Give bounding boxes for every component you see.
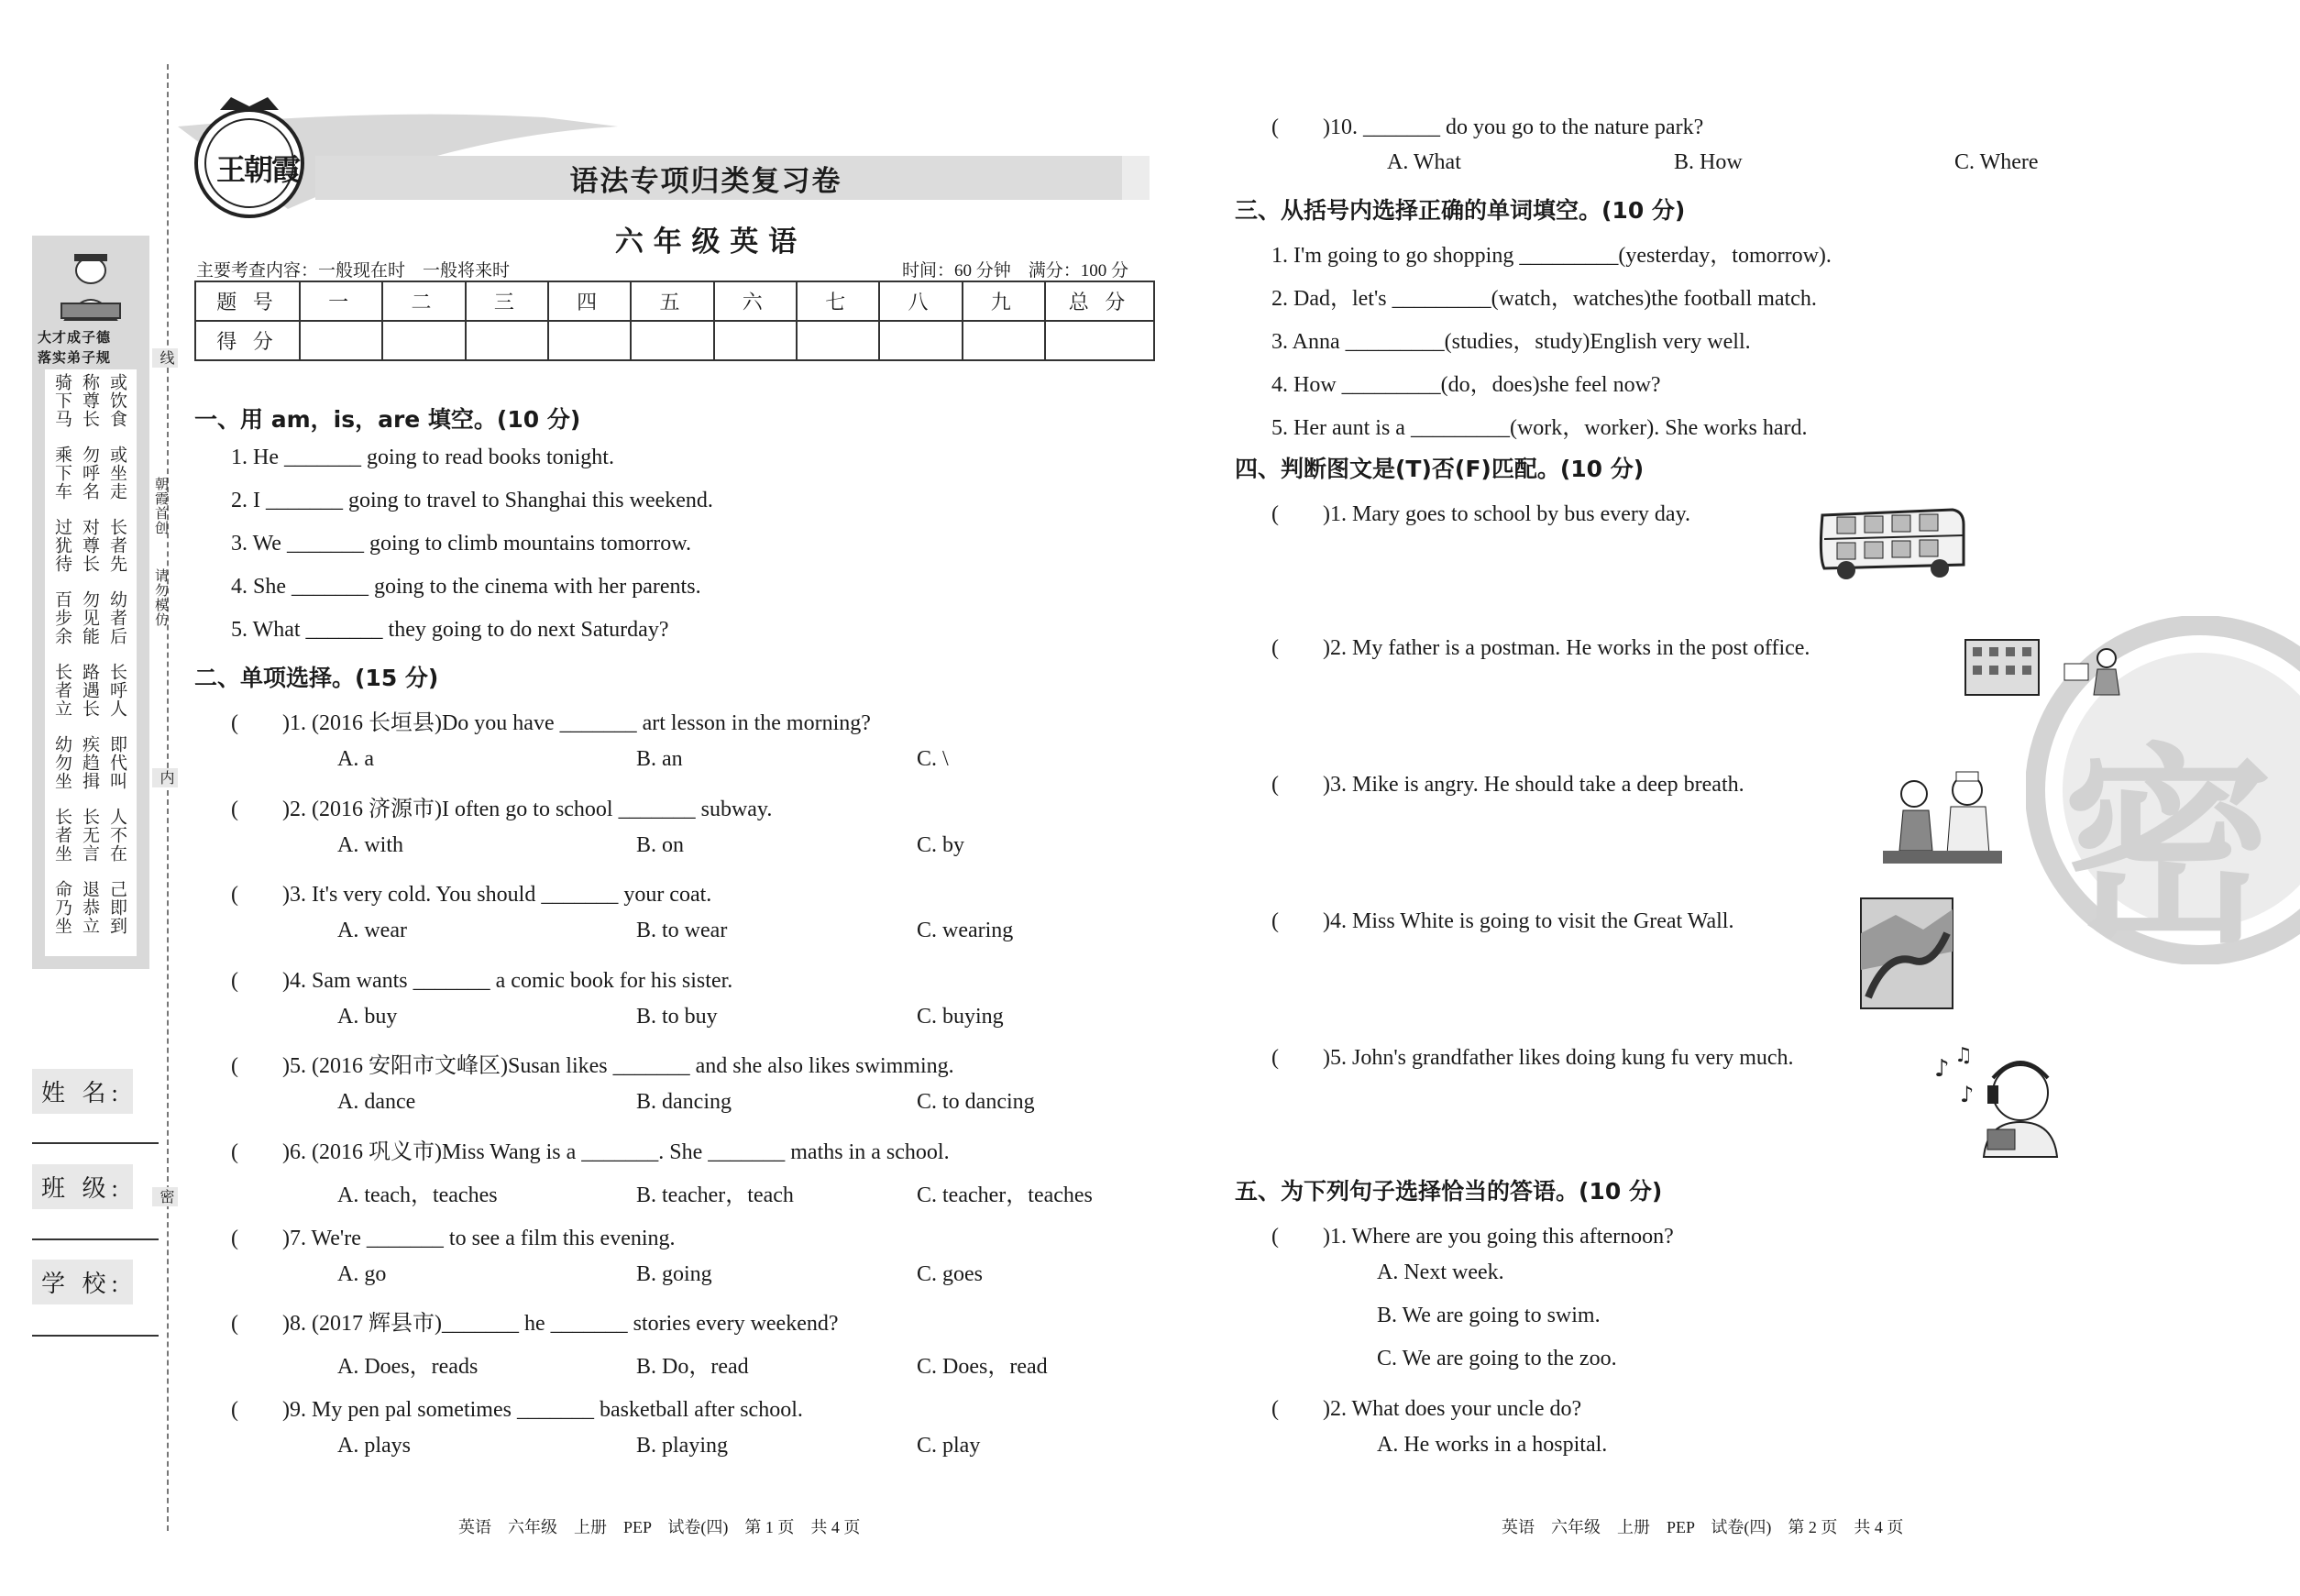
s4-item-3[interactable]: ( )3. Mike is angry. He should take a deep breath. <box>1271 773 1744 797</box>
s1-item-3[interactable]: 3. We _______ going to climb mountains tomorrow. <box>231 532 692 556</box>
score-input[interactable] <box>631 321 713 360</box>
s2-option-c[interactable]: C. \ <box>917 747 949 771</box>
s3-item-4[interactable]: 4. How _________(do，does)she feel now? <box>1271 373 1661 397</box>
rule-text: 乘下车 <box>52 446 72 501</box>
rule-text: 勿见能 <box>80 590 99 645</box>
s2-option-b[interactable]: B. on <box>636 833 685 857</box>
rule-text: 退恭立 <box>80 880 99 935</box>
rule-text: 长呼人 <box>107 663 127 718</box>
banner-title: 语法专项归类复习卷 <box>569 165 842 198</box>
class-line[interactable] <box>32 1238 159 1240</box>
rule-text: 路遇长 <box>80 663 99 718</box>
section1-title: 一、用 am，is，are 填空。(10 分) <box>194 406 581 433</box>
rule-text: 称尊长 <box>80 373 99 428</box>
s2-question-8[interactable]: ( )8. (2017 辉县市)_______ he _______ stories every weekend? <box>231 1312 839 1336</box>
rule-text: 过犹待 <box>52 518 72 573</box>
score-input[interactable] <box>797 321 879 360</box>
s5-q1-option-b[interactable]: B. We are going to swim. <box>1377 1304 1601 1327</box>
post-office-icon <box>1962 631 2131 699</box>
binding-dashed-line <box>167 64 169 1531</box>
svg-text:♫: ♫ <box>1954 1044 1973 1067</box>
rule-text: 长无言 <box>80 808 99 863</box>
s2-option-c[interactable]: C. to dancing <box>917 1090 1035 1114</box>
s2-question-9[interactable]: ( )9. My pen pal sometimes _______ basketball after school. <box>231 1398 803 1422</box>
s2-question-7[interactable]: ( )7. We're _______ to see a film this evening. <box>231 1227 676 1250</box>
score-input[interactable] <box>548 321 631 360</box>
s2-option-b[interactable]: B. to wear <box>636 919 728 942</box>
name-line[interactable] <box>32 1142 159 1144</box>
s5-q1[interactable]: ( )1. Where are you going this afternoon? <box>1271 1225 1674 1249</box>
rule-text: 己即到 <box>107 880 127 935</box>
s2-option-a[interactable]: A. with <box>337 833 403 857</box>
time-score: 时间：60 分钟 满分：100 分 <box>902 261 1129 281</box>
s2-option-a[interactable]: A. wear <box>337 919 407 942</box>
score-input[interactable] <box>963 321 1045 360</box>
rule-text: 即代叫 <box>107 735 127 790</box>
s2-option-a[interactable]: A. go <box>337 1262 387 1286</box>
brand-logo-text: 王朝霞 <box>216 153 300 186</box>
panel-caption-1: 大才成子德 <box>38 329 112 346</box>
music-listener-icon <box>1929 1041 2085 1161</box>
q10-option-b[interactable]: B. How <box>1674 150 1743 174</box>
s2-option-a[interactable]: A. dance <box>337 1090 416 1114</box>
s1-item-5[interactable]: 5. What _______ they going to do next Saturday? <box>231 618 669 642</box>
s2-question-6[interactable]: ( )6. (2016 巩义市)Miss Wang is a _______. She _______ maths in a school. <box>231 1140 950 1164</box>
s2-option-b[interactable]: B. playing <box>636 1434 728 1458</box>
score-value-row <box>195 321 1154 360</box>
seal-mark-2: 内 <box>152 768 178 787</box>
score-input[interactable] <box>879 321 962 360</box>
rule-text: 长者先 <box>107 518 127 573</box>
rule-text: 幼者后 <box>107 590 127 645</box>
s2-option-a[interactable]: A. Does，reads <box>337 1355 479 1379</box>
score-cell: 得 分 <box>195 321 300 360</box>
s2-option-b[interactable]: B. teacher，teach <box>636 1183 794 1207</box>
s4-item-4[interactable]: ( )4. Miss White is going to visit the Great Wall. <box>1271 909 1734 933</box>
s2-option-a[interactable]: A. a <box>337 747 374 771</box>
rule-text: 骑下马 <box>52 373 72 428</box>
score-input[interactable] <box>466 321 548 360</box>
s3-item-1[interactable]: 1. I'm going to go shopping _________(yesterday，tomorrow). <box>1271 244 1832 268</box>
q10-stem[interactable]: ( )10. _______ do you go to the nature park? <box>1271 116 1704 139</box>
s2-option-a[interactable]: A. teach，teaches <box>337 1183 498 1207</box>
rule-text: 对尊长 <box>80 518 99 573</box>
score-header-row <box>195 281 1154 321</box>
rule-text: 勿呼名 <box>80 446 99 501</box>
exam-content: 主要考查内容：一般现在时 一般将来时 <box>196 261 511 281</box>
score-cell: 三 <box>466 281 548 321</box>
rule-text: 或饮食 <box>107 373 127 428</box>
score-cell: 二 <box>382 281 465 321</box>
s5-q1-option-c[interactable]: C. We are going to the zoo. <box>1377 1347 1617 1370</box>
s2-option-b[interactable]: B. an <box>636 747 683 771</box>
rule-text: 或坐走 <box>107 446 127 501</box>
score-cell: 总 分 <box>1045 281 1154 321</box>
subject-title: 六 年 级 英 语 <box>614 226 798 259</box>
bus-icon <box>1815 502 1971 585</box>
s4-item-2[interactable]: ( )2. My father is a postman. He works in the post office. <box>1271 636 1810 660</box>
svg-text:♪: ♪ <box>1960 1082 1975 1107</box>
s3-item-2[interactable]: 2. Dad，let's _________(watch，watches)the football match. <box>1271 287 1817 311</box>
score-cell: 四 <box>548 281 631 321</box>
s5-q1-option-a[interactable]: A. Next week. <box>1377 1260 1504 1284</box>
s1-item-4[interactable]: 4. She _______ going to the cinema with her parents. <box>231 575 701 599</box>
score-cell: 九 <box>963 281 1045 321</box>
scholar-illustration <box>49 245 133 327</box>
s3-item-5[interactable]: 5. Her aunt is a _________(work，worker). She works hard. <box>1271 416 1808 440</box>
s4-item-1[interactable]: ( )1. Mary goes to school by bus every day. <box>1271 502 1691 526</box>
q10-option-a[interactable]: A. What <box>1387 150 1461 174</box>
s2-option-c[interactable]: C. goes <box>917 1262 983 1286</box>
class-label: 班 级: <box>32 1164 133 1209</box>
q10-option-c[interactable]: C. Where <box>1954 150 2039 174</box>
s2-option-c[interactable]: C. play <box>917 1434 981 1458</box>
section5-title: 五、为下列句子选择恰当的答语。(10 分) <box>1235 1178 1663 1205</box>
vertical-note-2: 请勿模仿 <box>153 568 168 627</box>
score-input[interactable] <box>714 321 797 360</box>
s2-option-b[interactable]: B. dancing <box>636 1090 732 1114</box>
s2-question-1[interactable]: ( )1. (2016 长垣县)Do you have _______ art lesson in the morning? <box>231 711 871 735</box>
left-page-footer: 英语 六年级 上册 PEP 试卷(四) 第 1 页 共 4 页 <box>458 1518 861 1536</box>
panel-caption-2: 落实弟子规 <box>38 349 112 366</box>
score-input[interactable] <box>300 321 382 360</box>
s2-option-b[interactable]: B. going <box>636 1262 712 1286</box>
vertical-note-1: 朝霞首创 <box>153 477 168 535</box>
score-table <box>194 281 1155 361</box>
s1-item-2[interactable]: 2. I _______ going to travel to Shanghai this weekend. <box>231 489 713 512</box>
score-cell: 题 号 <box>195 281 300 321</box>
rule-text: 幼勿坐 <box>52 735 72 790</box>
s2-option-c[interactable]: C. teacher，teaches <box>917 1183 1093 1207</box>
rule-text: 长者坐 <box>52 808 72 863</box>
dizigui-panel <box>32 236 149 969</box>
rule-text: 长者立 <box>52 663 72 718</box>
rule-text: 百步余 <box>52 590 72 645</box>
rule-text: 命乃坐 <box>52 880 72 935</box>
seal-watermark-text: 密 <box>2063 727 2274 972</box>
s2-option-b[interactable]: B. Do，read <box>636 1355 749 1379</box>
s2-option-c[interactable]: C. buying <box>917 1005 1004 1029</box>
score-cell: 八 <box>879 281 962 321</box>
svg-text:♪: ♪ <box>1934 1055 1950 1083</box>
s1-item-1[interactable]: 1. He _______ going to read books tonight. <box>231 446 614 469</box>
s2-option-a[interactable]: A. plays <box>337 1434 411 1458</box>
s4-item-5[interactable]: ( )5. John's grandfather likes doing kung fu very much. <box>1271 1046 1794 1070</box>
s2-option-c[interactable]: C. wearing <box>917 919 1014 942</box>
s2-question-4[interactable]: ( )4. Sam wants _______ a comic book for his sister. <box>231 969 733 993</box>
s3-item-3[interactable]: 3. Anna _________(studies，study)English very well. <box>1271 330 1751 354</box>
rule-text: 人不在 <box>107 808 127 863</box>
s2-option-a[interactable]: A. buy <box>337 1005 398 1029</box>
seal-mark-3: 密 <box>152 1187 178 1206</box>
s5-q2[interactable]: ( )2. What does your uncle do? <box>1271 1397 1582 1421</box>
s2-question-2[interactable]: ( )2. (2016 济源市)I often go to school _______ subway. <box>231 798 773 821</box>
doctor-patient-icon <box>1879 768 2008 869</box>
section3-title: 三、从括号内选择正确的单词填空。(10 分) <box>1235 197 1686 224</box>
section2-title: 二、单项选择。(15 分) <box>194 665 439 691</box>
school-line[interactable] <box>32 1335 159 1337</box>
great-wall-icon <box>1859 897 1954 1010</box>
s2-question-3[interactable]: ( )3. It's very cold. You should _______ your coat. <box>231 883 712 907</box>
section4-title: 四、判断图文是(T)否(F)匹配。(10 分) <box>1235 456 1645 482</box>
score-cell: 六 <box>714 281 797 321</box>
right-page-footer: 英语 六年级 上册 PEP 试卷(四) 第 2 页 共 4 页 <box>1502 1518 1904 1536</box>
rules-card <box>45 369 137 956</box>
score-cell: 七 <box>797 281 879 321</box>
score-input[interactable] <box>1045 321 1154 360</box>
score-cell: 五 <box>631 281 713 321</box>
s2-option-b[interactable]: B. to buy <box>636 1005 718 1029</box>
name-label: 姓 名: <box>32 1069 133 1114</box>
seal-mark-1: 线 <box>152 348 178 368</box>
s2-option-c[interactable]: C. Does，read <box>917 1355 1048 1379</box>
s2-question-5[interactable]: ( )5. (2016 安阳市文峰区)Susan likes _______ and she also likes swimming. <box>231 1054 954 1078</box>
rule-text: 疾趋揖 <box>80 735 99 790</box>
s5-q2-option-a[interactable]: A. He works in a hospital. <box>1377 1433 1608 1457</box>
s2-option-c[interactable]: C. by <box>917 833 965 857</box>
score-input[interactable] <box>382 321 465 360</box>
score-cell: 一 <box>300 281 382 321</box>
school-label: 学 校: <box>32 1260 133 1304</box>
